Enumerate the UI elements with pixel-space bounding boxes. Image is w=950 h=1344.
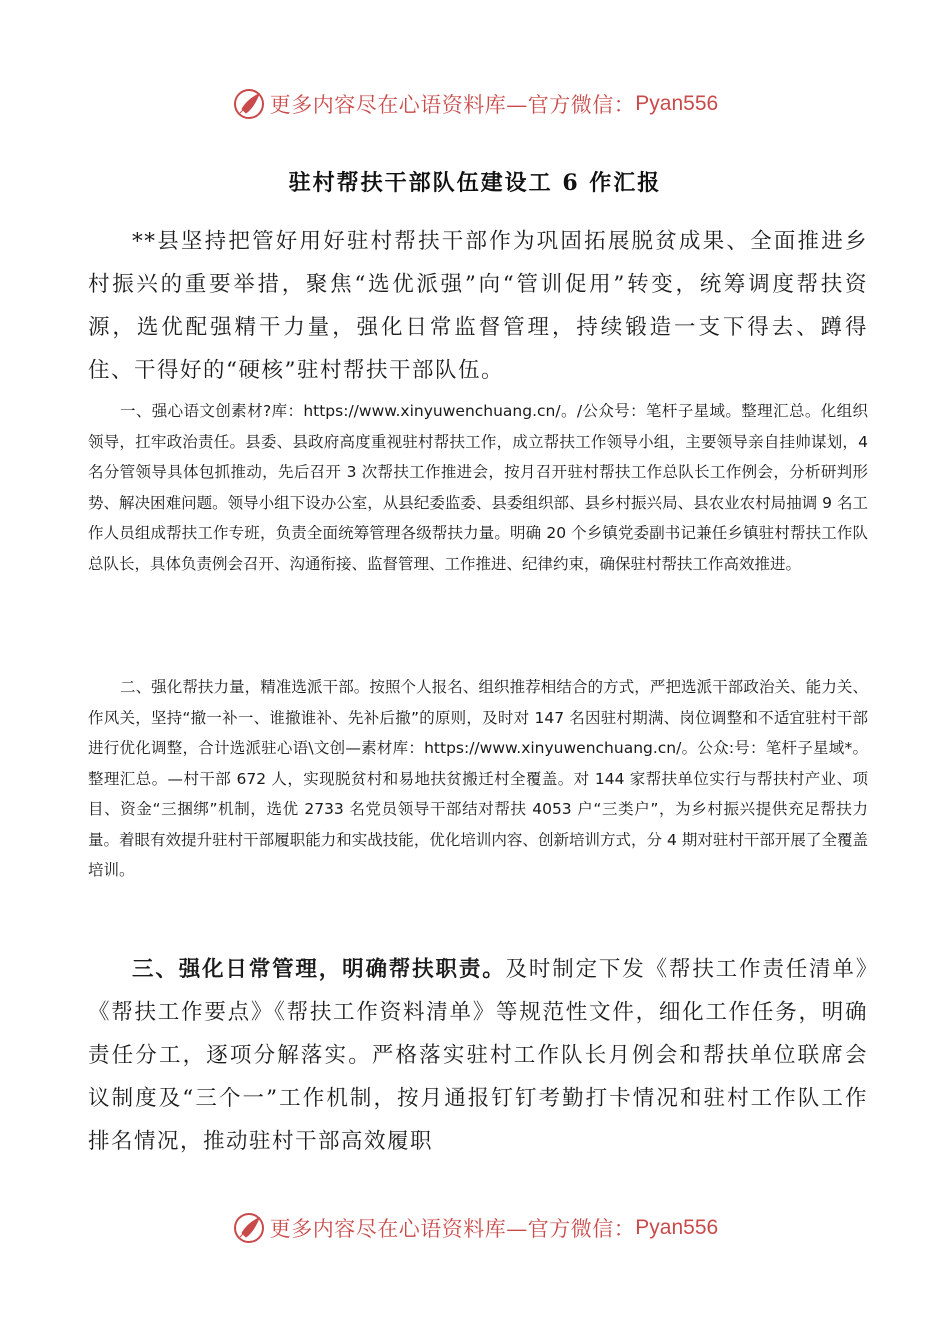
document-title: 驻村帮扶干部队伍建设工 6 作汇报 — [288, 170, 662, 196]
banner-text: 更多内容尽在心语资料库—官方微信： — [269, 1217, 636, 1241]
footer-watermark-banner — [0, 1208, 950, 1248]
banner-wechat-id: Pyan556 — [635, 92, 719, 115]
section-2-paragraph: 二、强化帮扶力量，精准选派干部。按照个人报名、组织推荐相结合的方式，严把选派干部政治关、能力关、作风关，坚持“撤一补一、谁撤谁补、先补后撤”的原则，及时对 147 名因驻村期满、岗位调整和不适宜驻村干部进行优化调整，合计选派驻心语\文创—素材库：https://www.xinyuwenchuang.cn/。公众:号：笔杆子星域*。整理汇总。—村干部 672 人，实现脱贫村和易地扶贫搬迁村全覆盖。对 144 家帮扶单位实行与帮扶村产业、项目、资金“三捆绑”机制，选优 2733 名党员领导干部结对帮扶 4053 户“三类户”，为乡村振兴提供充足帮扶力量。着眼有效提升驻村干部履职能力和实战技能，优化培训内容、创新培训方式，分 4 期对驻村干部开展了全覆盖培训。 — [88, 678, 868, 879]
banner-text: 更多内容尽在心语资料库—官方微信： — [269, 93, 636, 117]
header-watermark-banner — [0, 84, 950, 124]
banner-wechat-id: Pyan556 — [635, 1216, 719, 1239]
section-3-body: 及时制定下发《帮扶工作责任清单》《帮扶工作要点》《帮扶工作资料清单》等规范性文件，细化工作任务，明确责任分工，逐项分解落实。严格落实驻村工作队长月例会和帮扶单位联席会议制度及“三个一”工作机制，按月通报钉钉考勤打卡情况和驻村工作队工作排名情况，推动驻村干部高效履职 — [88, 957, 868, 1154]
pen-feather-logo-icon — [232, 1211, 266, 1245]
section-3-paragraph — [88, 948, 868, 1163]
intro-paragraph: **县坚持把管好用好驻村帮扶干部作为巩固拓展脱贫成果、全面推进乡村振兴的重要举措，聚焦“选优派强”向“管训促用”转变，统筹调度帮扶资源，选优配强精干力量，强化日常监督管理，持续锻造一支下得去、蹲得住、干得好的“硬核”驻村帮扶干部队伍。 — [88, 229, 868, 383]
section-1-paragraph: 一、强心语文创素材?库：https://www.xinyuwenchuang.cn/。/公众号：笔杆子星域。整理汇总。化组织领导，扛牢政治责任。县委、县政府高度重视驻村帮扶工作，成立帮扶工作领导小组，主要领导亲自挂帅谋划，4 名分管领导具体包抓推动，先后召开 3 次帮扶工作推进会，按月召开驻村帮扶工作总队长工作例会，分析研判形势、解决困难问题。领导小组下设办公室，从县纪委监委、县委组织部、县乡村振兴局、县农业农村局抽调 9 名工作人员组成帮扶工作专班，负责全面统筹管理各级帮扶力量。明确 20 个乡镇党委副书记兼任乡镇驻村帮扶工作队总队长，具体负责例会召开、沟通衔接、监督管理、工作推进、纪律约束，确保驻村帮扶工作高效推进。 — [88, 402, 868, 573]
section-3-heading: 三、强化日常管理，明确帮扶职责。 — [132, 957, 506, 982]
pen-feather-logo-icon — [232, 87, 266, 121]
